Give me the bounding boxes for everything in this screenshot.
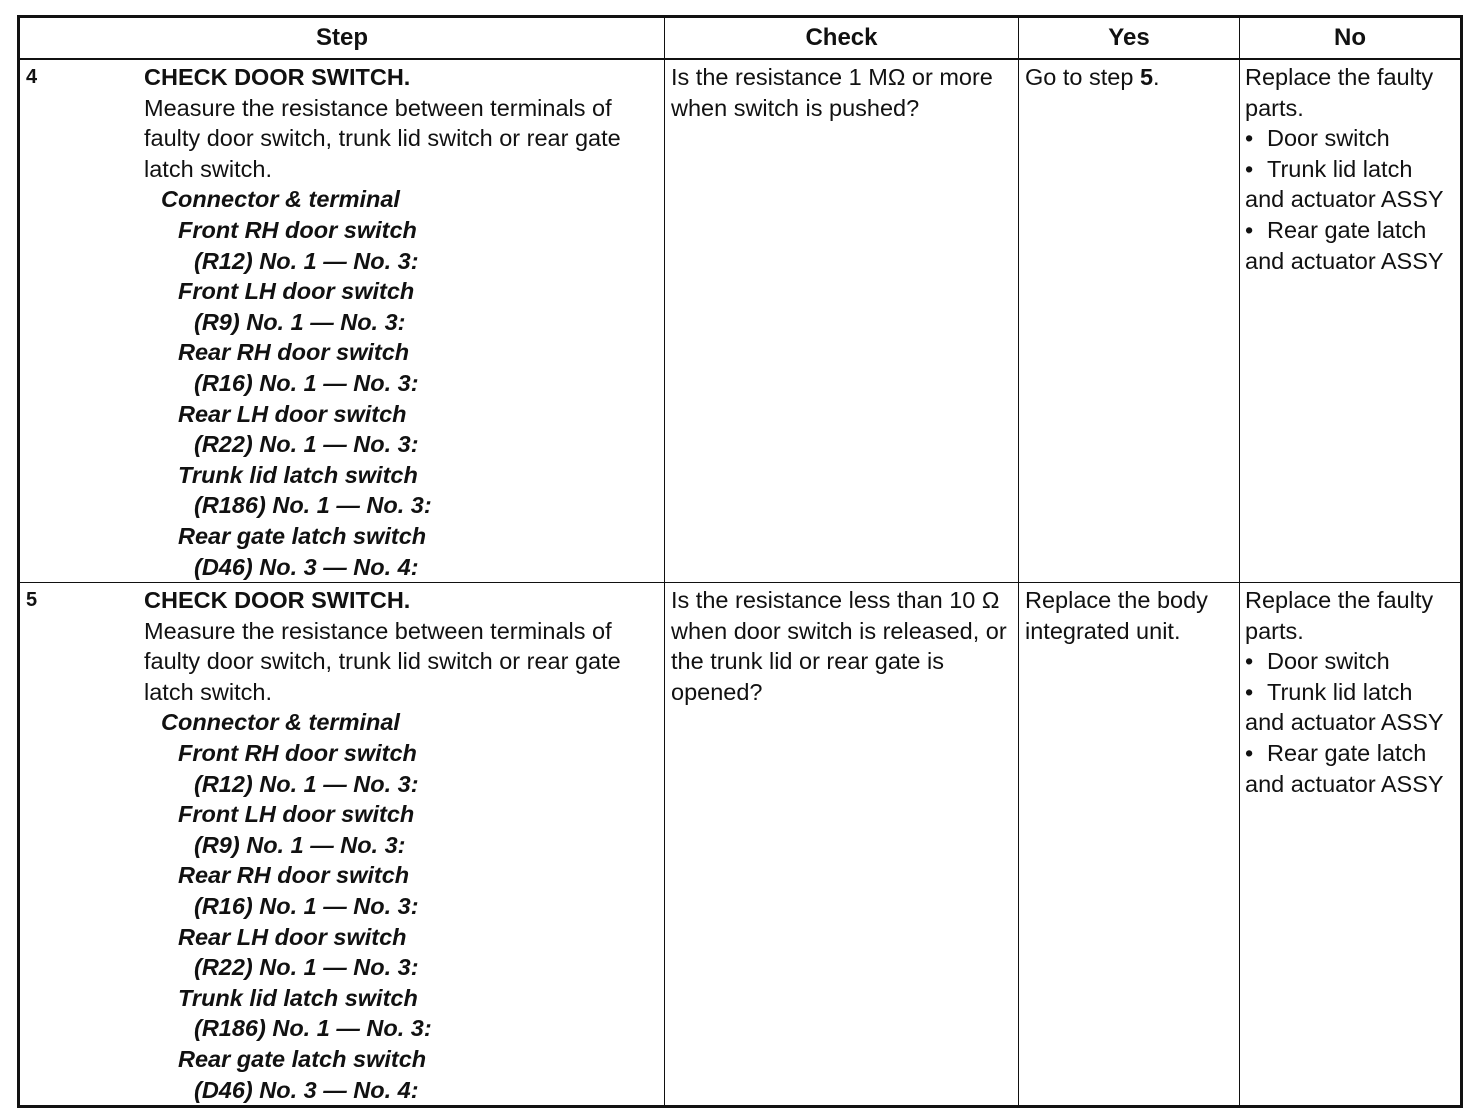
step-number: 5 (26, 589, 38, 612)
yes-text (1019, 60, 1239, 93)
header-check: Check (665, 17, 1019, 60)
switch-pins: (R16) No. 1 — No. 3: (194, 893, 419, 920)
switch-name: Rear LH door switch (178, 923, 407, 950)
yes-prefix: Go to step (1025, 64, 1140, 90)
bullet-icon: • (1245, 125, 1254, 152)
table-row (19, 59, 1462, 583)
switch-name: Front LH door switch (178, 801, 415, 828)
no-cell (1240, 583, 1462, 1107)
check-text: Is the resistance 1 MΩ or more when switch is pushed? (671, 64, 993, 121)
switch-name: Rear RH door switch (178, 862, 410, 889)
yes-suffix: . (1153, 64, 1160, 90)
switch-pins: (R12) No. 1 — No. 3: (194, 247, 419, 274)
switch-pins: (D46) No. 3 — No. 4: (194, 1076, 419, 1103)
switch-pins: (R186) No. 1 — No. 3: (194, 492, 432, 519)
connector-terminal-title: Connector & terminal (161, 709, 400, 736)
switch-pins: (R186) No. 1 — No. 3: (194, 1015, 432, 1042)
list-item (1245, 738, 1458, 799)
step-number: 4 (26, 66, 38, 88)
yes-cell (1019, 59, 1240, 583)
switch-name: Front RH door switch (178, 740, 417, 767)
list-item (1245, 154, 1458, 215)
yes-step-link: 5 (1139, 64, 1154, 90)
check-cell (665, 59, 1019, 583)
switch-name: Front LH door switch (178, 278, 415, 305)
table-row (19, 583, 1462, 1107)
step-cell (19, 59, 665, 583)
step-instruction: Measure the resistance between terminals of faulty door switch, trunk lid switch or rear gate latch switch. (144, 617, 621, 705)
no-item-label: Trunk lid latch and actuator ASSY (1245, 678, 1444, 736)
switch-pins: (D46) No. 3 — No. 4: (194, 553, 419, 580)
header-step: Step (19, 17, 665, 60)
yes-text: Replace the body integrated unit. (1025, 587, 1208, 644)
bullet-icon: • (1245, 155, 1254, 182)
step-title: CHECK DOOR SWITCH. (144, 587, 411, 614)
step-instruction: Measure the resistance between terminals of faulty door switch, trunk lid switch or rear gate latch switch. (144, 94, 621, 182)
bullet-icon: • (1245, 740, 1254, 767)
no-item-label: Rear gate latch and actuator ASSY (1245, 216, 1444, 274)
switch-name: Rear gate latch switch (178, 522, 427, 549)
step-title: CHECK DOOR SWITCH. (144, 64, 411, 90)
list-item (1245, 646, 1458, 677)
list-item (1245, 215, 1458, 276)
switch-pins: (R22) No. 1 — No. 3: (194, 954, 419, 981)
no-item-label: Trunk lid latch and actuator ASSY (1245, 155, 1444, 213)
header-row (19, 17, 1462, 60)
check-cell (665, 583, 1019, 1107)
switch-name: Rear RH door switch (178, 339, 410, 366)
no-item-label: Rear gate latch and actuator ASSY (1245, 740, 1444, 797)
no-item-label: Door switch (1267, 125, 1390, 152)
check-text: Is the resistance less than 10 Ω when door switch is released, or the trunk lid or rear gate is opened? (671, 587, 1007, 705)
bullet-icon: • (1245, 648, 1254, 675)
bullet-icon: • (1245, 678, 1254, 705)
connector-terminal-title: Connector & terminal (161, 186, 400, 213)
switch-name: Front RH door switch (178, 216, 417, 243)
yes-cell (1019, 583, 1240, 1107)
switch-pins: (R22) No. 1 — No. 3: (194, 431, 419, 458)
switch-name: Trunk lid latch switch (178, 461, 418, 488)
switch-pins: (R12) No. 1 — No. 3: (194, 770, 419, 797)
switch-name: Rear gate latch switch (178, 1046, 427, 1072)
switch-pins: (R16) No. 1 — No. 3: (194, 369, 419, 396)
list-item (1245, 677, 1458, 738)
header-no: No (1240, 17, 1462, 60)
no-intro: Replace the faulty parts. (1245, 64, 1434, 121)
list-item (1245, 123, 1458, 154)
switch-name: Trunk lid latch switch (178, 984, 418, 1011)
step-cell (19, 583, 665, 1107)
no-intro: Replace the faulty parts. (1245, 587, 1434, 644)
diagnostic-table (17, 15, 1463, 1108)
no-item-label: Door switch (1267, 648, 1390, 675)
switch-name: Rear LH door switch (178, 400, 407, 427)
bullet-icon: • (1245, 216, 1254, 243)
no-cell (1240, 59, 1462, 583)
switch-pins: (R9) No. 1 — No. 3: (194, 831, 406, 858)
header-yes: Yes (1019, 17, 1240, 60)
switch-pins: (R9) No. 1 — No. 3: (194, 308, 406, 335)
